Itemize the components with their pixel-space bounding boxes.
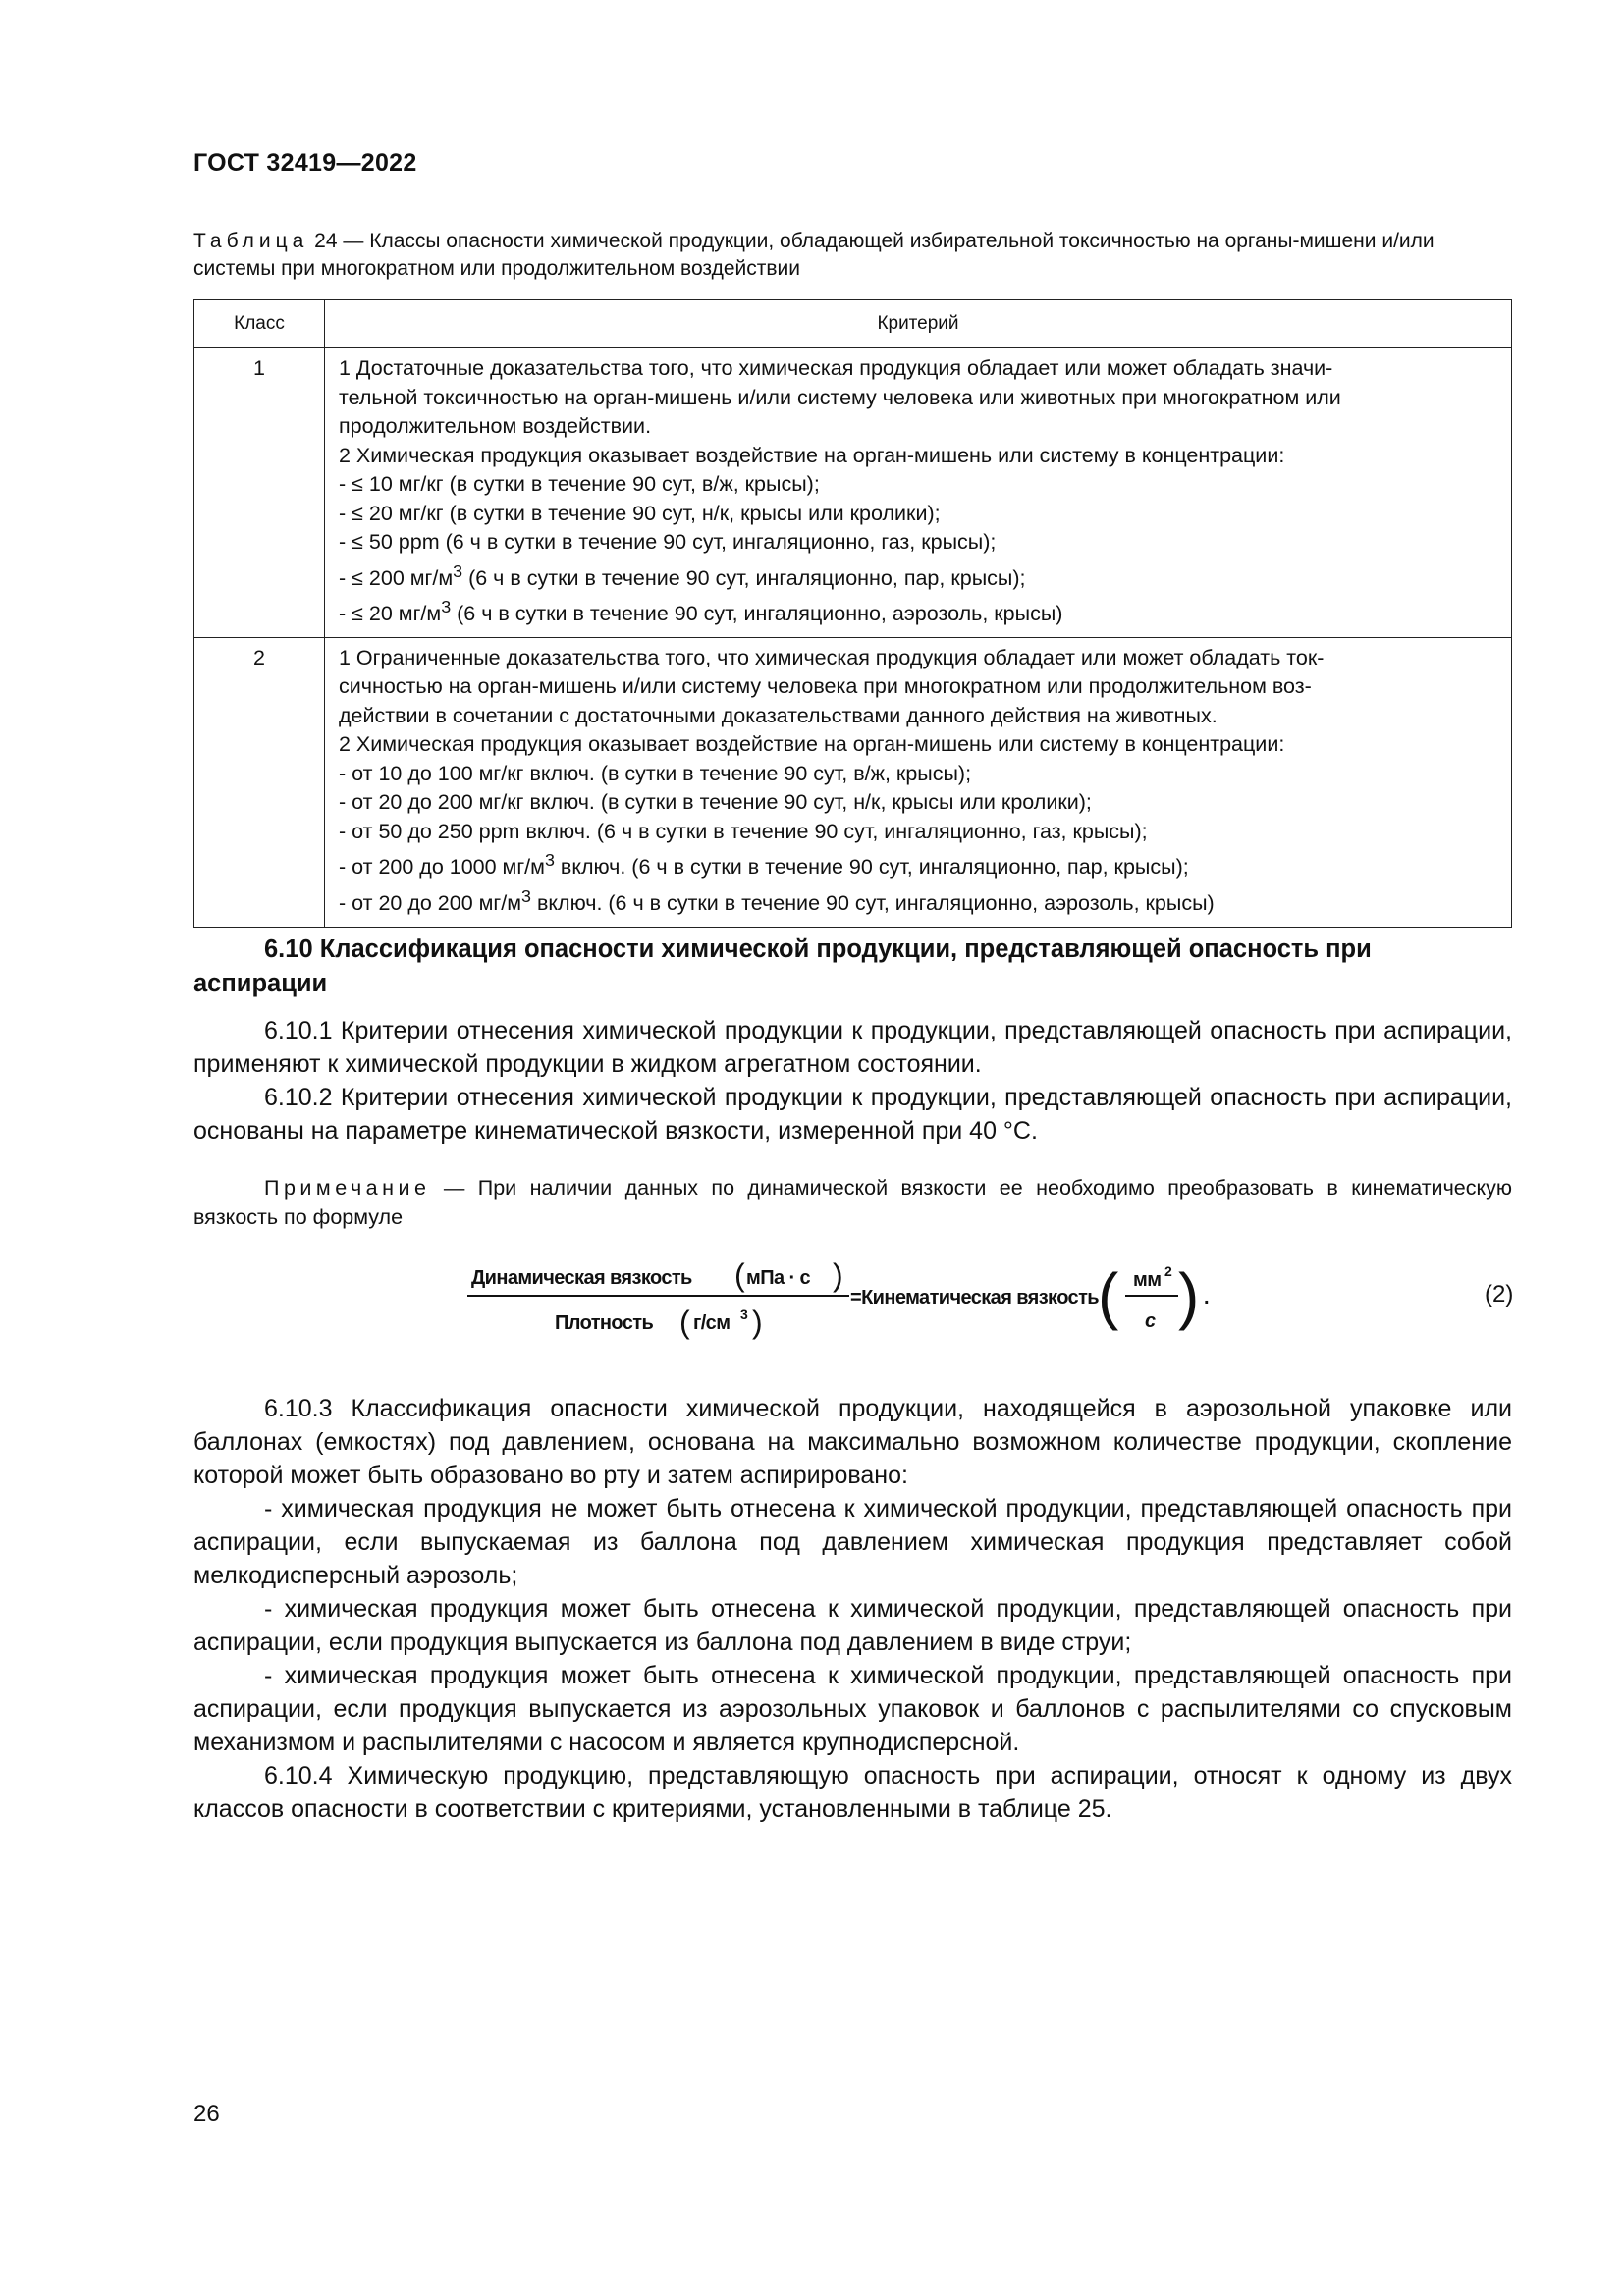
concentration-item xyxy=(339,846,1501,882)
item-text: (6 ч в сутки в течение 90 сут, ингаляционно, аэрозоль, крысы) xyxy=(451,602,1063,626)
hazard-class-table xyxy=(193,299,1512,928)
viscosity-formula xyxy=(461,1239,1286,1347)
class-cell: 1 xyxy=(194,348,325,638)
concentration-item: - от 20 до 200 мг/кг включ. (в сутки в течение 90 сут, н/к, крысы или кролики); xyxy=(339,790,1092,815)
formula-result-superscript: 2 xyxy=(1164,1263,1172,1279)
criterion-line: тельной токсичностью на орган-мишень и/или систему человека или животных при многократном или xyxy=(339,385,1341,409)
criterion-line: 2 Химическая продукция оказывает воздействие на орган-мишень или систему в концентрации: xyxy=(339,443,1285,467)
column-header-criterion: Критерий xyxy=(325,300,1512,348)
note xyxy=(193,1173,1512,1232)
page-number: 26 xyxy=(193,2101,220,2127)
concentration-item: - ≤ 50 ppm (6 ч в сутки в течение 90 сут, ингаляционно, газ, крысы); xyxy=(339,530,997,554)
concentration-item: - от 50 до 250 ppm включ. (6 ч в сутки в течение 90 сут, ингаляционно, газ, крысы); xyxy=(339,819,1148,843)
formula-numerator-text: Динамическая вязкость xyxy=(471,1267,692,1289)
paragraph-6-10-4: 6.10.4 Химическую продукцию, представляющую опасность при аспирации, относят к одному из двух классов опасности в соответствии с критериями, установленными в таблице 25. xyxy=(193,1762,1512,1823)
bullet-item: - химическая продукция может быть отнесена к химической продукции, представляющей опасность при аспирации, если продукция выпускается из баллона под давлением в виде струи; xyxy=(193,1595,1512,1656)
concentration-item xyxy=(339,882,1501,919)
table-row xyxy=(194,348,1512,638)
table-caption xyxy=(193,228,1509,283)
concentration-item xyxy=(339,558,1501,594)
criterion-line: 1 Ограниченные доказательства того, что химическая продукция обладает или может обладать ток- xyxy=(339,645,1325,669)
criterion-line: сичностью на орган-мишень и/или систему человека при многократном или продолжительном воз- xyxy=(339,674,1312,699)
table-caption-label: Таблица xyxy=(193,230,309,252)
formula-paren-open: ( xyxy=(679,1305,690,1340)
item-text: включ. (6 ч в сутки в течение 90 сут, ингаляционно, пар, крысы); xyxy=(554,855,1189,880)
item-text: включ. (6 ч в сутки в течение 90 сут, ингаляционно, аэрозоль, крысы) xyxy=(531,891,1215,916)
table-row xyxy=(194,637,1512,927)
formula-denominator-unit: г/см xyxy=(693,1312,731,1334)
formula-big-paren-close: ) xyxy=(1178,1260,1199,1331)
criterion-line: продолжительном воздействии. xyxy=(339,414,652,438)
formula-denominator-text: Плотность xyxy=(555,1312,654,1334)
formula-equals-text: =Кинематическая вязкость xyxy=(850,1287,1099,1308)
formula-paren-open: ( xyxy=(734,1257,745,1293)
bullet-item: - химическая продукция не может быть отнесена к химической продукции, представляющей опасность при аспирации, если выпускаемая из баллона под давлением химическая продукция представляет собой мелкодисперсный аэрозоль; xyxy=(193,1495,1512,1589)
formula-number: (2) xyxy=(1485,1281,1514,1308)
criterion-line: 2 Химическая продукция оказывает воздействие на орган-мишень или систему в концентрации: xyxy=(339,732,1285,757)
formula-big-paren-open: ( xyxy=(1098,1260,1118,1331)
formula-numerator-unit: мПа · с xyxy=(746,1267,810,1289)
formula-denominator-superscript: 3 xyxy=(740,1307,748,1322)
item-text: - от 20 до 200 мг/м xyxy=(339,891,522,916)
document-code: ГОСТ 32419—2022 xyxy=(193,149,417,177)
paragraph-6-10-2: 6.10.2 Критерии отнесения химической продукции к продукции, представляющей опасность при аспирации, основаны на параметре кинематической вязкости, измеренной при 40 °С. xyxy=(193,1084,1512,1145)
note-label: Примечание xyxy=(264,1176,431,1200)
formula-paren-close: ) xyxy=(752,1305,763,1340)
criterion-line: действии в сочетании с достаточными доказательствами данного действия на животных. xyxy=(339,703,1218,727)
paragraph-6-10-1: 6.10.1 Критерии отнесения химической продукции к продукции, представляющей опасность при аспирации, применяют к химической продукции в жидком агрегатном состоянии. xyxy=(193,1017,1512,1078)
item-superscript: 3 xyxy=(521,885,531,906)
formula-paren-close: ) xyxy=(833,1257,843,1293)
concentration-item: - от 10 до 100 мг/кг включ. (в сутки в течение 90 сут, в/ж, крысы); xyxy=(339,761,972,785)
item-text: (6 ч в сутки в течение 90 сут, ингаляционно, пар, крысы); xyxy=(462,565,1026,590)
criterion-line: 1 Достаточные доказательства того, что химическая продукция обладает или может обладать значи- xyxy=(339,356,1333,380)
bullet-item: - химическая продукция может быть отнесена к химической продукции, представляющей опасность при аспирации, если продукция выпускается из аэрозольных упаковок и баллонов с распылителями со спусковым механизмом и распылителями с насосом и является крупнодисперсной. xyxy=(193,1662,1512,1756)
concentration-item: - ≤ 20 мг/кг (в сутки в течение 90 сут, н/к, крысы или кролики); xyxy=(339,501,941,525)
formula-result-denominator: с xyxy=(1145,1310,1156,1332)
item-text: - ≤ 20 мг/м xyxy=(339,602,442,626)
concentration-item xyxy=(339,593,1501,629)
formula-result-numerator: мм xyxy=(1133,1269,1162,1291)
item-superscript: 3 xyxy=(453,561,463,581)
concentration-item: - ≤ 10 мг/кг (в сутки в течение 90 сут, в/ж, крысы); xyxy=(339,472,820,496)
criterion-cell xyxy=(325,637,1512,927)
column-header-class: Класс xyxy=(194,300,325,348)
class-cell: 2 xyxy=(194,637,325,927)
item-text: - от 200 до 1000 мг/м xyxy=(339,855,545,880)
criterion-cell xyxy=(325,348,1512,638)
item-text: - ≤ 200 мг/м xyxy=(339,565,454,590)
section-heading: 6.10 Классификация опасности химической продукции, представляющей опасность при аспирации xyxy=(193,935,1372,997)
note-text: — При наличии данных по динамической вязкости ее необходимо преобразовать в кинематическую вязкость по формуле xyxy=(193,1176,1512,1229)
table-caption-text: 24 — Классы опасности химической продукции, обладающей избирательной токсичностью на органы-мишени и/или системы при многократном или продолжительном воздействии xyxy=(193,230,1435,280)
table-header-row xyxy=(194,300,1512,348)
formula-trailing-dot: . xyxy=(1204,1287,1209,1308)
item-superscript: 3 xyxy=(544,850,555,871)
paragraph-6-10-3: 6.10.3 Классификация опасности химической продукции, находящейся в аэрозольной упаковке или баллонах (емкостях) под давлением, основана на максимально возможном количестве продукции, скопление которой может быть образовано во рту и затем аспирировано: xyxy=(193,1395,1512,1489)
item-superscript: 3 xyxy=(441,597,452,617)
